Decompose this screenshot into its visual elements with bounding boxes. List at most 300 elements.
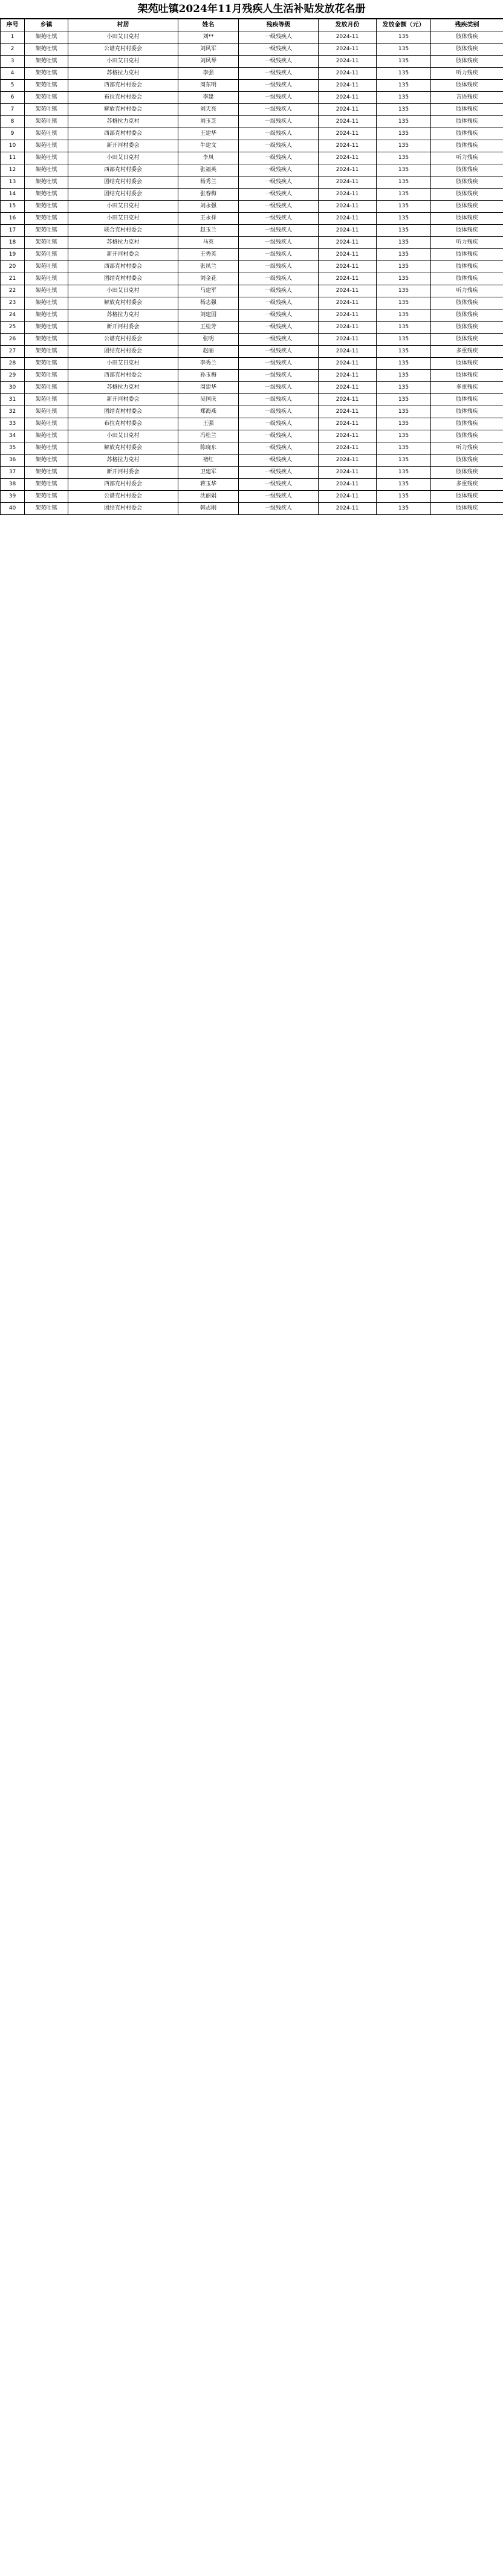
cell-village: 团结克村村委会 <box>68 346 178 358</box>
table-row <box>1 358 503 370</box>
cell-category: 听力残疾 <box>431 442 503 455</box>
cell-township: 架苑吐镇 <box>25 358 68 370</box>
cell-month: 2024-11 <box>319 201 377 213</box>
cell-index: 36 <box>1 455 25 467</box>
cell-amount: 135 <box>377 31 431 44</box>
cell-index: 17 <box>1 225 25 237</box>
header-row <box>1 19 503 31</box>
cell-level: 一级残疾人 <box>239 92 319 104</box>
cell-name: 王永祥 <box>178 213 239 225</box>
cell-township: 架苑吐镇 <box>25 164 68 176</box>
cell-level: 一级残疾人 <box>239 467 319 479</box>
cell-level: 一级残疾人 <box>239 31 319 44</box>
cell-amount: 135 <box>377 164 431 176</box>
cell-level: 一级残疾人 <box>239 116 319 128</box>
cell-category: 肢体残疾 <box>431 56 503 68</box>
table-row <box>1 237 503 249</box>
cell-index: 40 <box>1 503 25 515</box>
cell-township: 架苑吐镇 <box>25 334 68 346</box>
cell-month: 2024-11 <box>319 237 377 249</box>
cell-category: 听力残疾 <box>431 237 503 249</box>
cell-name: 张春梅 <box>178 189 239 201</box>
cell-index: 18 <box>1 237 25 249</box>
cell-index: 10 <box>1 140 25 152</box>
cell-amount: 135 <box>377 237 431 249</box>
cell-township: 架苑吐镇 <box>25 322 68 334</box>
cell-amount: 135 <box>377 44 431 56</box>
cell-village: 小田艾日克村 <box>68 213 178 225</box>
cell-index: 20 <box>1 261 25 273</box>
cell-month: 2024-11 <box>319 334 377 346</box>
cell-level: 一级残疾人 <box>239 442 319 455</box>
cell-level: 一级残疾人 <box>239 370 319 382</box>
cell-village: 团结克村村委会 <box>68 406 178 418</box>
cell-month: 2024-11 <box>319 140 377 152</box>
table-row <box>1 334 503 346</box>
cell-township: 架苑吐镇 <box>25 491 68 503</box>
cell-name: 李强 <box>178 68 239 80</box>
cell-amount: 135 <box>377 56 431 68</box>
cell-village: 小田艾日克村 <box>68 285 178 297</box>
cell-month: 2024-11 <box>319 164 377 176</box>
table-row <box>1 309 503 322</box>
cell-index: 9 <box>1 128 25 140</box>
cell-index: 33 <box>1 418 25 430</box>
cell-month: 2024-11 <box>319 80 377 92</box>
cell-name: 李凤 <box>178 152 239 164</box>
cell-category: 肢体残疾 <box>431 455 503 467</box>
cell-township: 架苑吐镇 <box>25 309 68 322</box>
cell-index: 31 <box>1 394 25 406</box>
cell-amount: 135 <box>377 104 431 116</box>
table-row <box>1 346 503 358</box>
cell-month: 2024-11 <box>319 503 377 515</box>
cell-level: 一级残疾人 <box>239 418 319 430</box>
cell-township: 架苑吐镇 <box>25 213 68 225</box>
cell-index: 28 <box>1 358 25 370</box>
cell-township: 架苑吐镇 <box>25 430 68 442</box>
cell-name: 刘金花 <box>178 273 239 285</box>
cell-village: 团结克村村委会 <box>68 503 178 515</box>
cell-category: 肢体残疾 <box>431 201 503 213</box>
cell-category: 肢体残疾 <box>431 322 503 334</box>
cell-index: 37 <box>1 467 25 479</box>
cell-index: 19 <box>1 249 25 261</box>
cell-level: 一级残疾人 <box>239 382 319 394</box>
table-row <box>1 249 503 261</box>
cell-name: 周建华 <box>178 382 239 394</box>
table-row <box>1 442 503 455</box>
col-header: 序号 <box>1 19 25 31</box>
cell-amount: 135 <box>377 430 431 442</box>
cell-index: 5 <box>1 80 25 92</box>
cell-category: 肢体残疾 <box>431 213 503 225</box>
table-row <box>1 418 503 430</box>
cell-level: 一级残疾人 <box>239 491 319 503</box>
cell-name: 蒋玉华 <box>178 479 239 491</box>
cell-category: 肢体残疾 <box>431 128 503 140</box>
col-header: 发放月份 <box>319 19 377 31</box>
cell-level: 一级残疾人 <box>239 164 319 176</box>
cell-month: 2024-11 <box>319 297 377 309</box>
col-header: 村居 <box>68 19 178 31</box>
cell-index: 11 <box>1 152 25 164</box>
cell-name: 李秀兰 <box>178 358 239 370</box>
cell-month: 2024-11 <box>319 406 377 418</box>
table-row <box>1 491 503 503</box>
cell-month: 2024-11 <box>319 370 377 382</box>
cell-level: 一级残疾人 <box>239 394 319 406</box>
cell-township: 架苑吐镇 <box>25 237 68 249</box>
cell-index: 22 <box>1 285 25 297</box>
cell-level: 一级残疾人 <box>239 479 319 491</box>
cell-category: 肢体残疾 <box>431 189 503 201</box>
cell-category: 肢体残疾 <box>431 261 503 273</box>
cell-township: 架苑吐镇 <box>25 189 68 201</box>
cell-township: 架苑吐镇 <box>25 503 68 515</box>
table-row <box>1 370 503 382</box>
cell-township: 架苑吐镇 <box>25 273 68 285</box>
cell-index: 35 <box>1 442 25 455</box>
table-row <box>1 140 503 152</box>
cell-amount: 135 <box>377 322 431 334</box>
table-row <box>1 430 503 442</box>
cell-month: 2024-11 <box>319 479 377 491</box>
cell-village: 小田艾日克村 <box>68 201 178 213</box>
cell-month: 2024-11 <box>319 418 377 430</box>
cell-index: 6 <box>1 92 25 104</box>
cell-category: 肢体残疾 <box>431 273 503 285</box>
cell-name: 卫建军 <box>178 467 239 479</box>
table-row <box>1 479 503 491</box>
cell-level: 一级残疾人 <box>239 152 319 164</box>
cell-village: 解放克村村委会 <box>68 297 178 309</box>
cell-village: 新开河村委会 <box>68 467 178 479</box>
cell-level: 一级残疾人 <box>239 140 319 152</box>
table-row <box>1 31 503 44</box>
cell-index: 16 <box>1 213 25 225</box>
cell-category: 肢体残疾 <box>431 164 503 176</box>
cell-amount: 135 <box>377 394 431 406</box>
cell-amount: 135 <box>377 418 431 430</box>
cell-category: 肢体残疾 <box>431 503 503 515</box>
cell-level: 一级残疾人 <box>239 128 319 140</box>
cell-index: 39 <box>1 491 25 503</box>
cell-index: 32 <box>1 406 25 418</box>
cell-month: 2024-11 <box>319 31 377 44</box>
cell-level: 一级残疾人 <box>239 297 319 309</box>
cell-township: 架苑吐镇 <box>25 176 68 189</box>
cell-township: 架苑吐镇 <box>25 418 68 430</box>
cell-level: 一级残疾人 <box>239 80 319 92</box>
cell-level: 一级残疾人 <box>239 201 319 213</box>
cell-township: 架苑吐镇 <box>25 140 68 152</box>
cell-amount: 135 <box>377 382 431 394</box>
col-header: 发放金额（元） <box>377 19 431 31</box>
table-row <box>1 152 503 164</box>
cell-level: 一级残疾人 <box>239 213 319 225</box>
cell-township: 架苑吐镇 <box>25 128 68 140</box>
cell-month: 2024-11 <box>319 467 377 479</box>
cell-village: 公谱克村村委会 <box>68 44 178 56</box>
cell-category: 肢体残疾 <box>431 309 503 322</box>
cell-name: 韩志刚 <box>178 503 239 515</box>
cell-index: 21 <box>1 273 25 285</box>
cell-category: 肢体残疾 <box>431 80 503 92</box>
cell-category: 肢体残疾 <box>431 430 503 442</box>
cell-month: 2024-11 <box>319 104 377 116</box>
cell-amount: 135 <box>377 406 431 418</box>
cell-category: 肢体残疾 <box>431 249 503 261</box>
cell-amount: 135 <box>377 358 431 370</box>
cell-name: 刘建国 <box>178 309 239 322</box>
cell-level: 一级残疾人 <box>239 358 319 370</box>
cell-amount: 135 <box>377 152 431 164</box>
cell-village: 新开河村委会 <box>68 140 178 152</box>
cell-level: 一级残疾人 <box>239 273 319 285</box>
cell-village: 公谱克村村委会 <box>68 334 178 346</box>
cell-category: 肢体残疾 <box>431 176 503 189</box>
cell-township: 架苑吐镇 <box>25 104 68 116</box>
cell-village: 西部克村村委会 <box>68 370 178 382</box>
table-row <box>1 225 503 237</box>
cell-name: 王强 <box>178 418 239 430</box>
cell-amount: 135 <box>377 297 431 309</box>
cell-name: 王秀英 <box>178 249 239 261</box>
cell-village: 解放克村村委会 <box>68 442 178 455</box>
cell-name: 赵丽 <box>178 346 239 358</box>
cell-name: 孙玉梅 <box>178 370 239 382</box>
table-row <box>1 503 503 515</box>
cell-name: 郑海燕 <box>178 406 239 418</box>
cell-village: 小田艾日克村 <box>68 430 178 442</box>
cell-level: 一级残疾人 <box>239 56 319 68</box>
table-row <box>1 44 503 56</box>
cell-name: 刘风军 <box>178 44 239 56</box>
cell-village: 苏格拉力克村 <box>68 68 178 80</box>
cell-name: 周东明 <box>178 80 239 92</box>
cell-amount: 135 <box>377 273 431 285</box>
cell-index: 24 <box>1 309 25 322</box>
table-row <box>1 104 503 116</box>
cell-township: 架苑吐镇 <box>25 201 68 213</box>
cell-month: 2024-11 <box>319 346 377 358</box>
cell-name: 冯桂兰 <box>178 430 239 442</box>
cell-name: 张福英 <box>178 164 239 176</box>
cell-township: 架苑吐镇 <box>25 225 68 237</box>
cell-village: 苏格拉力克村 <box>68 116 178 128</box>
cell-township: 架苑吐镇 <box>25 152 68 164</box>
cell-level: 一级残疾人 <box>239 261 319 273</box>
cell-category: 多重残疾 <box>431 479 503 491</box>
cell-name: 刘** <box>178 31 239 44</box>
cell-month: 2024-11 <box>319 455 377 467</box>
cell-index: 30 <box>1 382 25 394</box>
cell-township: 架苑吐镇 <box>25 261 68 273</box>
cell-name: 吴国庆 <box>178 394 239 406</box>
cell-name: 刘天亮 <box>178 104 239 116</box>
table-row <box>1 261 503 273</box>
table-row <box>1 285 503 297</box>
cell-category: 肢体残疾 <box>431 394 503 406</box>
table-row <box>1 116 503 128</box>
cell-amount: 135 <box>377 201 431 213</box>
cell-township: 架苑吐镇 <box>25 346 68 358</box>
table-row <box>1 394 503 406</box>
table-row <box>1 56 503 68</box>
cell-amount: 135 <box>377 479 431 491</box>
col-header: 姓名 <box>178 19 239 31</box>
table-row <box>1 164 503 176</box>
cell-township: 架苑吐镇 <box>25 455 68 467</box>
cell-index: 8 <box>1 116 25 128</box>
cell-township: 架苑吐镇 <box>25 442 68 455</box>
col-header: 乡镇 <box>25 19 68 31</box>
cell-village: 苏格拉力克村 <box>68 455 178 467</box>
cell-category: 多重残疾 <box>431 346 503 358</box>
cell-category: 肢体残疾 <box>431 116 503 128</box>
cell-month: 2024-11 <box>319 213 377 225</box>
cell-month: 2024-11 <box>319 44 377 56</box>
cell-category: 多重残疾 <box>431 382 503 394</box>
cell-category: 听力残疾 <box>431 285 503 297</box>
cell-village: 小田艾日克村 <box>68 358 178 370</box>
table-row <box>1 92 503 104</box>
table-row <box>1 406 503 418</box>
cell-month: 2024-11 <box>319 394 377 406</box>
cell-index: 2 <box>1 44 25 56</box>
cell-level: 一级残疾人 <box>239 334 319 346</box>
cell-amount: 135 <box>377 334 431 346</box>
cell-index: 12 <box>1 164 25 176</box>
cell-level: 一级残疾人 <box>239 346 319 358</box>
cell-name: 褚红 <box>178 455 239 467</box>
col-header: 残疾类别 <box>431 19 503 31</box>
cell-category: 肢体残疾 <box>431 140 503 152</box>
roster-body <box>1 31 503 515</box>
cell-month: 2024-11 <box>319 430 377 442</box>
cell-index: 7 <box>1 104 25 116</box>
cell-month: 2024-11 <box>319 128 377 140</box>
cell-village: 小田艾日克村 <box>68 31 178 44</box>
cell-category: 言语残疾 <box>431 92 503 104</box>
cell-township: 架苑吐镇 <box>25 297 68 309</box>
table-row <box>1 322 503 334</box>
sheet-title: 架苑吐镇2024年11月残疾人生活补贴发放花名册 <box>0 0 503 19</box>
table-row <box>1 68 503 80</box>
cell-level: 一级残疾人 <box>239 44 319 56</box>
col-header: 残疾等级 <box>239 19 319 31</box>
cell-village: 新开河村委会 <box>68 394 178 406</box>
cell-township: 架苑吐镇 <box>25 80 68 92</box>
cell-amount: 135 <box>377 346 431 358</box>
cell-name: 杨志强 <box>178 297 239 309</box>
table-row <box>1 213 503 225</box>
cell-village: 解放克村村委会 <box>68 104 178 116</box>
cell-category: 肢体残疾 <box>431 104 503 116</box>
cell-village: 西部克村村委会 <box>68 479 178 491</box>
cell-month: 2024-11 <box>319 309 377 322</box>
cell-village: 苏格拉力克村 <box>68 237 178 249</box>
cell-month: 2024-11 <box>319 152 377 164</box>
cell-township: 架苑吐镇 <box>25 382 68 394</box>
cell-level: 一级残疾人 <box>239 189 319 201</box>
cell-index: 38 <box>1 479 25 491</box>
cell-level: 一级残疾人 <box>239 249 319 261</box>
cell-name: 王建华 <box>178 128 239 140</box>
cell-amount: 135 <box>377 249 431 261</box>
cell-amount: 135 <box>377 261 431 273</box>
cell-village: 布拉克村村委会 <box>68 92 178 104</box>
cell-index: 29 <box>1 370 25 382</box>
cell-month: 2024-11 <box>319 285 377 297</box>
cell-amount: 135 <box>377 503 431 515</box>
cell-month: 2024-11 <box>319 261 377 273</box>
cell-amount: 135 <box>377 116 431 128</box>
cell-level: 一级残疾人 <box>239 104 319 116</box>
cell-index: 23 <box>1 297 25 309</box>
cell-month: 2024-11 <box>319 92 377 104</box>
cell-amount: 135 <box>377 176 431 189</box>
table-row <box>1 128 503 140</box>
cell-month: 2024-11 <box>319 176 377 189</box>
cell-township: 架苑吐镇 <box>25 56 68 68</box>
cell-village: 西部克村村委会 <box>68 80 178 92</box>
cell-amount: 135 <box>377 140 431 152</box>
cell-amount: 135 <box>377 213 431 225</box>
cell-amount: 135 <box>377 285 431 297</box>
cell-amount: 135 <box>377 442 431 455</box>
cell-category: 肢体残疾 <box>431 418 503 430</box>
cell-index: 15 <box>1 201 25 213</box>
cell-name: 马英 <box>178 237 239 249</box>
roster-sheet <box>0 0 503 515</box>
cell-month: 2024-11 <box>319 189 377 201</box>
cell-category: 肢体残疾 <box>431 334 503 346</box>
cell-township: 架苑吐镇 <box>25 44 68 56</box>
cell-name: 刘玉芝 <box>178 116 239 128</box>
cell-township: 架苑吐镇 <box>25 285 68 297</box>
cell-index: 26 <box>1 334 25 346</box>
cell-month: 2024-11 <box>319 225 377 237</box>
cell-month: 2024-11 <box>319 56 377 68</box>
cell-index: 13 <box>1 176 25 189</box>
table-row <box>1 201 503 213</box>
cell-village: 西部克村村委会 <box>68 128 178 140</box>
cell-level: 一级残疾人 <box>239 237 319 249</box>
cell-category: 听力残疾 <box>431 152 503 164</box>
cell-category: 听力残疾 <box>431 68 503 80</box>
cell-month: 2024-11 <box>319 68 377 80</box>
cell-township: 架苑吐镇 <box>25 92 68 104</box>
cell-village: 小田艾日克村 <box>68 56 178 68</box>
cell-category: 肢体残疾 <box>431 44 503 56</box>
cell-township: 架苑吐镇 <box>25 249 68 261</box>
cell-village: 布拉克村村委会 <box>68 418 178 430</box>
cell-name: 李建 <box>178 92 239 104</box>
cell-amount: 135 <box>377 491 431 503</box>
table-row <box>1 273 503 285</box>
cell-amount: 135 <box>377 128 431 140</box>
cell-level: 一级残疾人 <box>239 309 319 322</box>
cell-name: 王桂芳 <box>178 322 239 334</box>
cell-category: 肢体残疾 <box>431 297 503 309</box>
table-row <box>1 189 503 201</box>
cell-village: 新开河村委会 <box>68 249 178 261</box>
cell-name: 沈丽娟 <box>178 491 239 503</box>
cell-township: 架苑吐镇 <box>25 370 68 382</box>
cell-township: 架苑吐镇 <box>25 68 68 80</box>
